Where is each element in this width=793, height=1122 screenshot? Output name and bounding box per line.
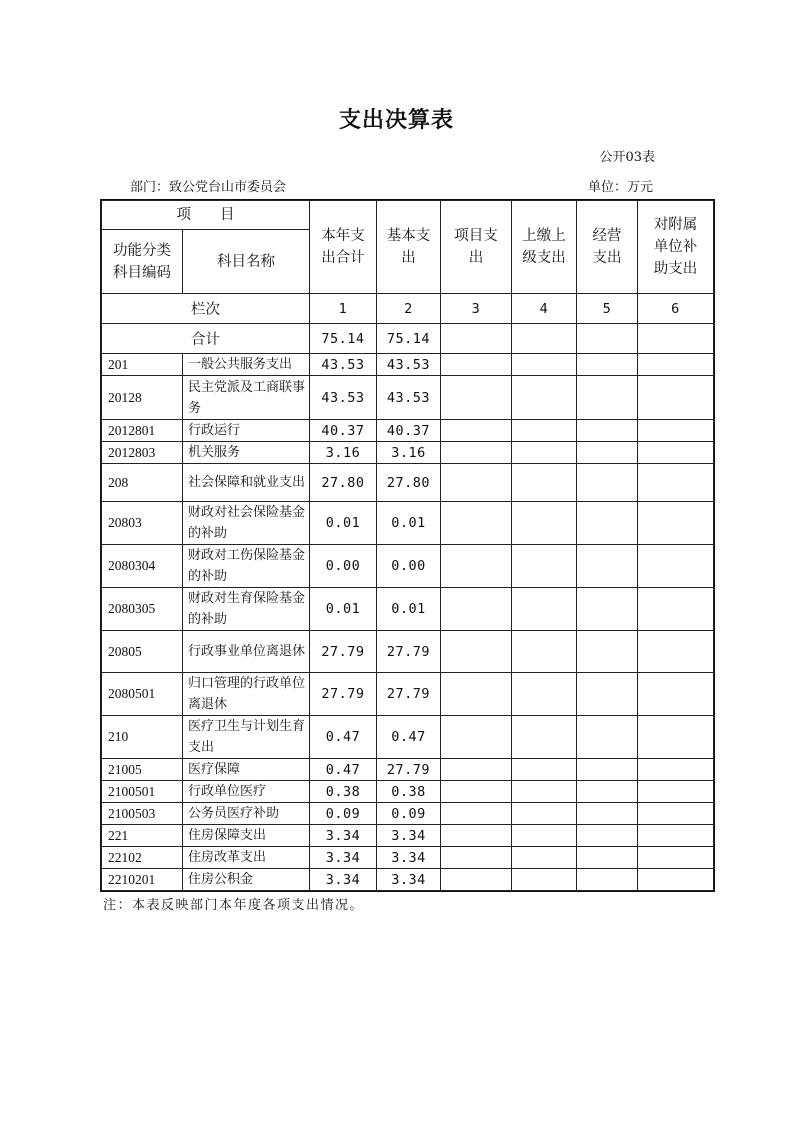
row-value-cell: 43.53 [310, 354, 377, 376]
row-subject-name: 财政对生育保险基金的补助 [183, 588, 310, 631]
table-row [102, 420, 714, 442]
row-value-cell: 0.01 [310, 588, 377, 631]
header-col-6: 对附属单位补助支出 [638, 201, 714, 294]
row-value-cell [577, 502, 638, 545]
row-value-cell: 0.01 [377, 502, 441, 545]
row-value-cell [577, 420, 638, 442]
row-value-cell [441, 631, 512, 673]
row-code: 20128 [102, 376, 183, 420]
row-subject-name: 住房保障支出 [183, 825, 310, 847]
row-value-cell [441, 673, 512, 716]
row-subject-name: 社会保障和就业支出 [183, 464, 310, 502]
total-label: 合计 [102, 324, 310, 354]
row-value-cell [577, 673, 638, 716]
total-row [102, 324, 714, 354]
row-value-cell: 0.09 [377, 803, 441, 825]
row-code: 21005 [102, 759, 183, 781]
row-code: 22102 [102, 847, 183, 869]
row-subject-name: 医疗保障 [183, 759, 310, 781]
row-value-cell: 3.34 [310, 825, 377, 847]
row-value-cell [577, 825, 638, 847]
row-code: 2080304 [102, 545, 183, 588]
row-subject-name: 财政对社会保险基金的补助 [183, 502, 310, 545]
column-index-label: 栏次 [102, 294, 310, 324]
row-value-cell [577, 781, 638, 803]
row-value-cell: 40.37 [377, 420, 441, 442]
table-row [102, 803, 714, 825]
header-col-4: 上缴上级支出 [512, 201, 577, 294]
row-value-cell: 0.38 [377, 781, 441, 803]
row-value-cell [577, 442, 638, 464]
row-value-cell: 3.34 [377, 847, 441, 869]
row-code: 210 [102, 716, 183, 759]
row-code: 208 [102, 464, 183, 502]
row-value-cell [577, 464, 638, 502]
row-value-cell [638, 869, 714, 891]
row-subject-name: 医疗卫生与计划生育支出 [183, 716, 310, 759]
row-value-cell [577, 588, 638, 631]
row-value-cell [512, 825, 577, 847]
row-value-cell: 0.09 [310, 803, 377, 825]
row-value-cell [512, 420, 577, 442]
row-subject-name: 机关服务 [183, 442, 310, 464]
table-row [102, 354, 714, 376]
row-value-cell [638, 545, 714, 588]
row-value-cell [441, 716, 512, 759]
row-subject-name: 民主党派及工商联事务 [183, 376, 310, 420]
row-value-cell: 0.47 [310, 759, 377, 781]
row-value-cell [638, 825, 714, 847]
row-subject-name: 财政对工伤保险基金的补助 [183, 545, 310, 588]
form-number: 公开03表 [599, 150, 655, 165]
row-value-cell [512, 716, 577, 759]
row-value-cell: 0.01 [377, 588, 441, 631]
table-row [102, 825, 714, 847]
row-subject-name: 住房改革支出 [183, 847, 310, 869]
row-value-cell: 43.53 [377, 376, 441, 420]
row-value-cell: 0.38 [310, 781, 377, 803]
column-index-cell: 3 [441, 294, 512, 324]
row-subject-name: 归口管理的行政单位离退休 [183, 673, 310, 716]
total-cell [441, 324, 512, 354]
row-value-cell [512, 631, 577, 673]
column-index-row [102, 294, 714, 324]
row-value-cell [638, 420, 714, 442]
row-code: 2012803 [102, 442, 183, 464]
row-value-cell [512, 759, 577, 781]
column-index-cell: 4 [512, 294, 577, 324]
row-value-cell: 0.47 [377, 716, 441, 759]
row-code: 2080501 [102, 673, 183, 716]
row-value-cell [638, 847, 714, 869]
row-code: 20805 [102, 631, 183, 673]
column-index-cell: 6 [638, 294, 714, 324]
row-value-cell: 27.79 [377, 673, 441, 716]
header-project: 项 目 [102, 201, 310, 230]
row-value-cell [512, 588, 577, 631]
header-func-code: 功能分类科目编码 [102, 230, 183, 294]
row-value-cell: 0.00 [310, 545, 377, 588]
row-value-cell [441, 376, 512, 420]
row-value-cell: 43.53 [377, 354, 441, 376]
row-value-cell [638, 442, 714, 464]
total-cell [577, 324, 638, 354]
row-value-cell [441, 803, 512, 825]
unit-label: 单位：万元 [588, 180, 654, 195]
row-value-cell: 3.16 [310, 442, 377, 464]
header-col-1: 本年支出合计 [310, 201, 377, 294]
row-value-cell [577, 376, 638, 420]
row-value-cell [512, 847, 577, 869]
row-value-cell: 0.01 [310, 502, 377, 545]
row-value-cell [577, 716, 638, 759]
row-subject-name: 行政运行 [183, 420, 310, 442]
row-code: 20803 [102, 502, 183, 545]
row-value-cell: 0.00 [377, 545, 441, 588]
row-value-cell [638, 502, 714, 545]
table-row [102, 588, 714, 631]
table-row [102, 502, 714, 545]
table-row [102, 545, 714, 588]
page-title: 支出决算表 [338, 107, 454, 133]
table-row [102, 759, 714, 781]
row-value-cell [441, 759, 512, 781]
row-value-cell: 3.34 [310, 869, 377, 891]
table-row [102, 442, 714, 464]
row-subject-name: 公务员医疗补助 [183, 803, 310, 825]
header-subject-name: 科目名称 [183, 230, 310, 294]
table-row [102, 781, 714, 803]
row-subject-name: 行政事业单位离退休 [183, 631, 310, 673]
column-index-cell: 5 [577, 294, 638, 324]
row-value-cell [638, 803, 714, 825]
total-cell [638, 324, 714, 354]
row-value-cell [441, 464, 512, 502]
row-value-cell [638, 759, 714, 781]
row-value-cell [441, 442, 512, 464]
row-subject-name: 一般公共服务支出 [183, 354, 310, 376]
table-row [102, 716, 714, 759]
row-value-cell: 3.16 [377, 442, 441, 464]
table-row [102, 869, 714, 891]
header-col-5: 经营支出 [577, 201, 638, 294]
row-value-cell: 27.79 [310, 631, 377, 673]
row-value-cell [441, 354, 512, 376]
row-code: 201 [102, 354, 183, 376]
row-value-cell [577, 631, 638, 673]
row-value-cell [441, 825, 512, 847]
row-code: 2210201 [102, 869, 183, 891]
row-value-cell [512, 464, 577, 502]
row-code: 2100503 [102, 803, 183, 825]
row-value-cell [638, 376, 714, 420]
row-value-cell [638, 464, 714, 502]
row-code: 2100501 [102, 781, 183, 803]
table-row [102, 673, 714, 716]
row-value-cell [577, 354, 638, 376]
row-value-cell [441, 420, 512, 442]
row-value-cell [638, 781, 714, 803]
column-index-cell: 1 [310, 294, 377, 324]
row-value-cell [638, 631, 714, 673]
row-value-cell [512, 376, 577, 420]
row-value-cell [577, 847, 638, 869]
row-value-cell [512, 545, 577, 588]
table-row [102, 464, 714, 502]
table-row [102, 847, 714, 869]
row-value-cell [577, 545, 638, 588]
row-value-cell: 3.34 [377, 825, 441, 847]
row-value-cell [512, 869, 577, 891]
row-value-cell [638, 354, 714, 376]
row-value-cell [441, 781, 512, 803]
row-value-cell: 27.79 [310, 673, 377, 716]
row-value-cell [441, 545, 512, 588]
row-value-cell: 0.47 [310, 716, 377, 759]
column-index-cell: 2 [377, 294, 441, 324]
department-label: 部门：致公党台山市委员会 [130, 180, 287, 195]
footnote: 注：本表反映部门本年度各项支出情况。 [103, 898, 365, 913]
row-value-cell: 27.79 [377, 759, 441, 781]
total-cell: 75.14 [377, 324, 441, 354]
row-code: 221 [102, 825, 183, 847]
row-subject-name: 行政单位医疗 [183, 781, 310, 803]
row-value-cell [512, 502, 577, 545]
table-row [102, 376, 714, 420]
row-value-cell: 43.53 [310, 376, 377, 420]
row-code: 2012801 [102, 420, 183, 442]
row-value-cell: 40.37 [310, 420, 377, 442]
row-value-cell: 3.34 [310, 847, 377, 869]
row-value-cell [638, 716, 714, 759]
table-row [102, 631, 714, 673]
row-value-cell: 27.80 [377, 464, 441, 502]
row-value-cell [441, 847, 512, 869]
row-value-cell: 27.79 [377, 631, 441, 673]
row-value-cell [441, 502, 512, 545]
row-value-cell [512, 803, 577, 825]
row-value-cell [512, 354, 577, 376]
row-value-cell [577, 759, 638, 781]
row-value-cell [577, 803, 638, 825]
row-value-cell [512, 781, 577, 803]
row-value-cell [638, 588, 714, 631]
row-value-cell [577, 869, 638, 891]
row-value-cell: 27.80 [310, 464, 377, 502]
row-value-cell [512, 442, 577, 464]
row-code: 2080305 [102, 588, 183, 631]
row-value-cell [512, 673, 577, 716]
row-value-cell [441, 588, 512, 631]
expenditure-table [101, 200, 714, 891]
header-col-3: 项目支出 [441, 201, 512, 294]
total-cell [512, 324, 577, 354]
header-col-2: 基本支出 [377, 201, 441, 294]
row-value-cell [441, 869, 512, 891]
row-value-cell [638, 673, 714, 716]
row-value-cell: 3.34 [377, 869, 441, 891]
row-subject-name: 住房公积金 [183, 869, 310, 891]
total-cell: 75.14 [310, 324, 377, 354]
